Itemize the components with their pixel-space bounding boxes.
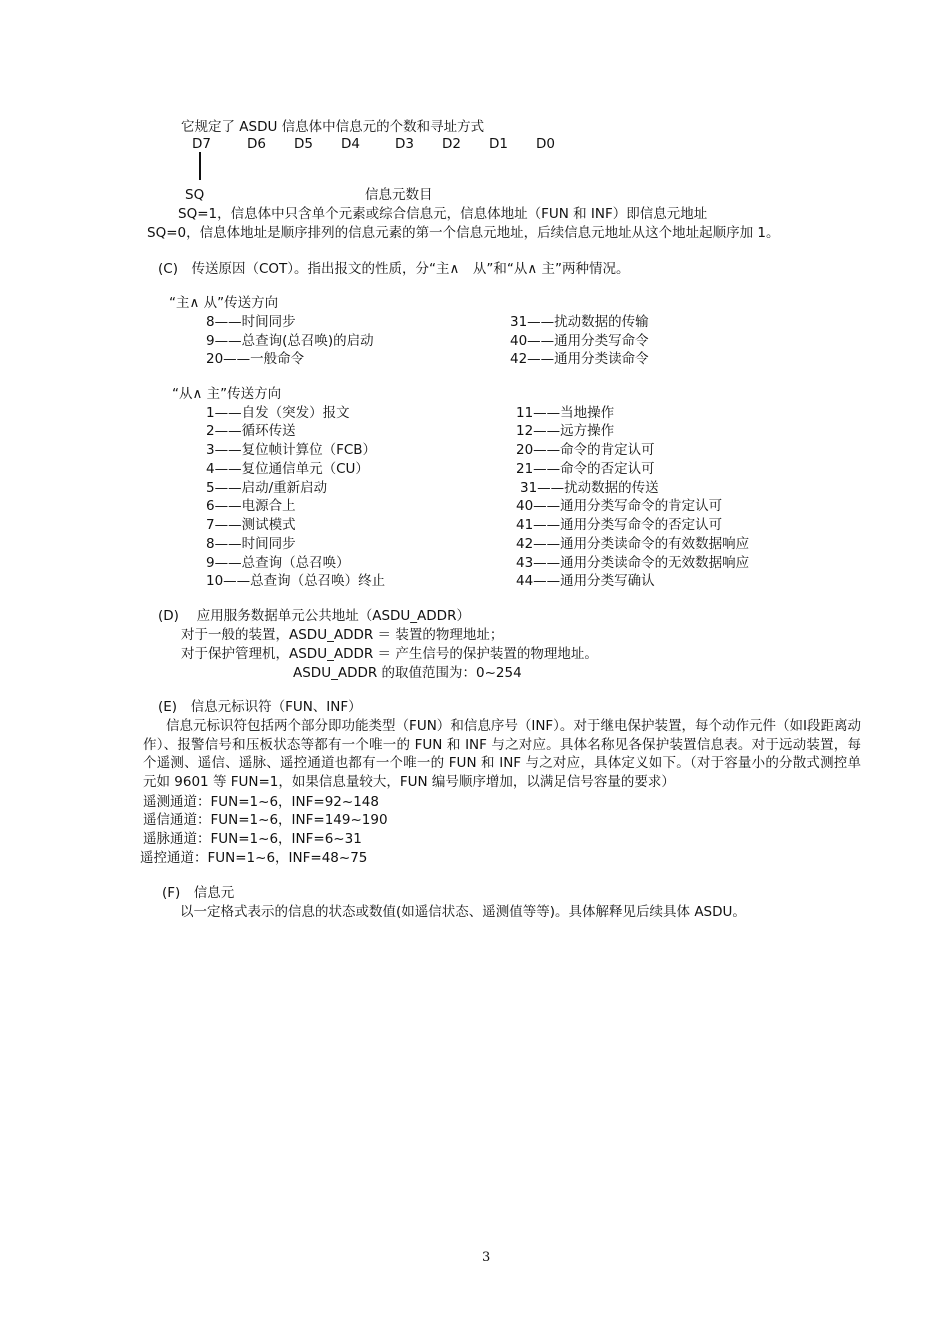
s2m-left-item: 5——启动/重新启动 [206, 480, 328, 496]
intro-text: 它规定了 ASDU 信息体中信息元的个数和寻址方式 [181, 119, 485, 135]
m2s-right-item: 31——扰动数据的传输 [510, 314, 649, 330]
info-heading: (F) 信息元 [162, 885, 235, 901]
s2m-right-item: 43——通用分类读命令的无效数据响应 [516, 555, 750, 571]
m2s-left-item: 9——总查询(总召唤)的启动 [206, 333, 374, 349]
info-text: 以一定格式表示的信息的状态或数值(如遥信状态、遥测值等等)。具体解释见后续具体 ASDU。 [180, 904, 746, 920]
m2s-right-item: 42——通用分类读命令 [510, 351, 649, 367]
fun-heading: (E) 信息元标识符（FUN、INF） [158, 699, 362, 715]
s2m-left-item: 3——复位帧计算位（FCB） [206, 442, 377, 458]
page-number: 3 [482, 1250, 491, 1265]
s2m-title: “从∧ 主”传送方向 [172, 386, 282, 402]
s2m-right-item: 41——通用分类写命令的否定认可 [516, 517, 723, 533]
m2s-left-item: 8——时间同步 [206, 314, 296, 330]
bit-d5: D5 [294, 136, 313, 152]
addr-range: ASDU_ADDR 的取值范围为：0~254 [293, 665, 522, 681]
s2m-right-item: 44——通用分类写确认 [516, 573, 655, 589]
bit-d4: D4 [341, 136, 360, 152]
count-label: 信息元数目 [365, 187, 433, 203]
s2m-left-item: 8——时间同步 [206, 536, 296, 552]
m2s-right-item: 40——通用分类写命令 [510, 333, 649, 349]
channel-telemetry: 遥测通道：FUN=1~6，INF=92~148 [143, 794, 379, 810]
m2s-title: “主∧ 从”传送方向 [169, 295, 279, 311]
fun-paragraph: 信息元标识符包括两个部分即功能类型（FUN）和信息序号（INF）。对于继电保护装置，每个动作元件（如Ⅰ段距离动作）、报警信号和压板状态等都有一个唯一的 FUN 和 INF 与之对应。具体名称见各保护装置信息表。对于远动装置，每个遥测、遥信、遥脉、遥控通道也都有一个唯一的 FUN 和 INF 与之对应，具体定义如下。（对于容量小的分散式测控单元如 9601 等 FUN=1，如果信息量较大，FUN 编号顺序增加，以满足信号容量的要求） [143, 718, 861, 790]
bit-d2: D2 [442, 136, 461, 152]
bit-d6: D6 [247, 136, 266, 152]
sq0-text: SQ=0，信息体地址是顺序排列的信息元素的第一个信息元地址，后续信息元地址从这个地址起顺序加 1。 [147, 225, 780, 241]
s2m-left-item: 6——电源合上 [206, 498, 296, 514]
sq1-text: SQ=1，信息体中只含单个元素或综合信息元，信息体地址（FUN 和 INF）即信息元地址 [178, 206, 708, 222]
m2s-left-item: 20——一般命令 [206, 351, 305, 367]
channel-telecontrol: 遥控通道：FUN=1~6，INF=48~75 [140, 850, 368, 866]
s2m-right-item: 31——扰动数据的传送 [520, 480, 659, 496]
addr-line-manager: 对于保护管理机，ASDU_ADDR ＝ 产生信号的保护装置的物理地址。 [181, 646, 598, 662]
cot-heading: (C) 传送原因（COT）。指出报文的性质，分“主∧ 从”和“从∧ 主”两种情况。 [158, 261, 630, 277]
s2m-left-item: 2——循环传送 [206, 423, 296, 439]
addr-heading: (D) 应用服务数据单元公共地址（ASDU_ADDR） [158, 608, 470, 624]
bit-d7: D7 [192, 136, 211, 152]
s2m-right-item: 42——通用分类读命令的有效数据响应 [516, 536, 750, 552]
s2m-right-item: 12——远方操作 [516, 423, 615, 439]
s2m-left-item: 10——总查询（总召唤）终止 [206, 573, 386, 589]
s2m-left-item: 7——测试模式 [206, 517, 296, 533]
s2m-right-item: 21——命令的否定认可 [516, 461, 655, 477]
bit-d0: D0 [536, 136, 555, 152]
channel-telepulse: 遥脉通道：FUN=1~6，INF=6~31 [143, 831, 362, 847]
s2m-left-item: 4——复位通信单元（CU） [206, 461, 369, 477]
s2m-left-item: 1——自发（突发）报文 [206, 405, 350, 421]
s2m-right-item: 11——当地操作 [516, 405, 615, 421]
bit-d1: D1 [489, 136, 508, 152]
s2m-right-item: 20——命令的肯定认可 [516, 442, 655, 458]
addr-line-general: 对于一般的装置，ASDU_ADDR ＝ 装置的物理地址； [181, 627, 504, 643]
s2m-right-item: 40——通用分类写命令的肯定认可 [516, 498, 723, 514]
channel-telesignal: 遥信通道：FUN=1~6，INF=149~190 [143, 812, 388, 828]
bit-d3: D3 [395, 136, 414, 152]
s2m-left-item: 9——总查询（总召唤） [206, 555, 350, 571]
sq-label: SQ [185, 187, 205, 203]
sq-pointer-line [199, 152, 201, 180]
